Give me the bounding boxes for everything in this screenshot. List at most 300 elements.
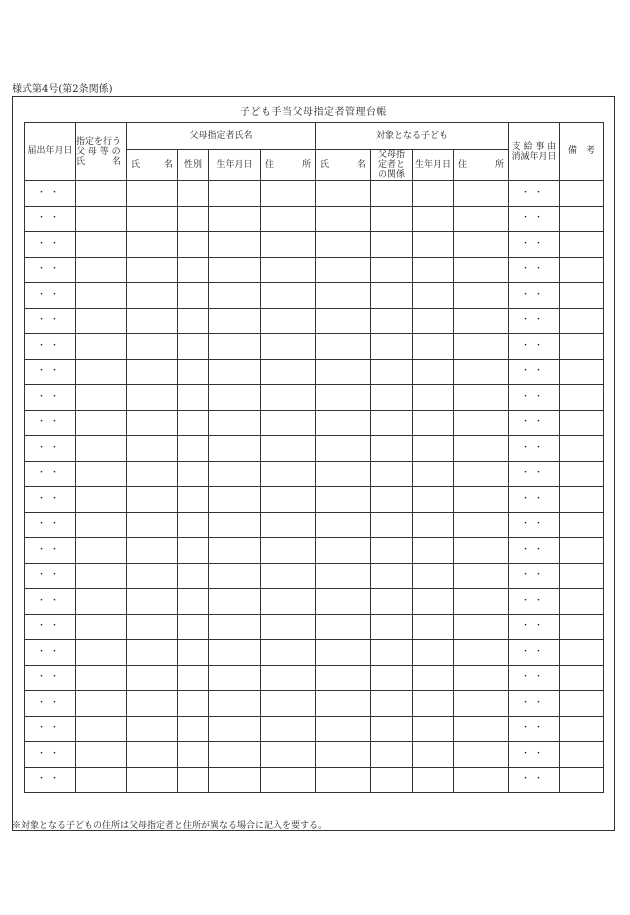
- entry-cell[interactable]: [261, 487, 316, 513]
- entry-cell[interactable]: [209, 436, 261, 462]
- entry-cell[interactable]: [76, 461, 127, 487]
- entry-cell[interactable]: [371, 614, 413, 640]
- entry-cell[interactable]: [178, 308, 209, 334]
- entry-cell[interactable]: [127, 716, 178, 742]
- notification-date-cell[interactable]: [25, 461, 76, 487]
- entry-cell[interactable]: [76, 181, 127, 207]
- entry-cell[interactable]: [261, 614, 316, 640]
- entry-cell[interactable]: [209, 206, 261, 232]
- entry-cell[interactable]: [371, 308, 413, 334]
- notification-date-cell[interactable]: [25, 665, 76, 691]
- entry-cell[interactable]: [178, 461, 209, 487]
- entry-cell[interactable]: [178, 512, 209, 538]
- entry-cell[interactable]: [261, 232, 316, 258]
- entry-cell[interactable]: [127, 512, 178, 538]
- entry-cell[interactable]: [316, 308, 371, 334]
- entry-cell[interactable]: [560, 538, 604, 564]
- entry-cell[interactable]: [209, 767, 261, 793]
- entry-cell[interactable]: [76, 691, 127, 717]
- entry-cell[interactable]: [371, 589, 413, 615]
- entry-cell[interactable]: [413, 232, 454, 258]
- entry-cell[interactable]: [76, 742, 127, 768]
- termination-date-cell[interactable]: [509, 563, 560, 589]
- entry-cell[interactable]: [560, 640, 604, 666]
- entry-cell[interactable]: [76, 767, 127, 793]
- entry-cell[interactable]: [371, 232, 413, 258]
- entry-cell[interactable]: [316, 410, 371, 436]
- entry-cell[interactable]: [127, 385, 178, 411]
- entry-cell[interactable]: [127, 257, 178, 283]
- entry-cell[interactable]: [371, 716, 413, 742]
- date-placeholder: ・・: [520, 570, 547, 581]
- entry-cell[interactable]: [371, 665, 413, 691]
- entry-cell[interactable]: [316, 742, 371, 768]
- entry-cell[interactable]: [178, 257, 209, 283]
- termination-date-cell[interactable]: [509, 512, 560, 538]
- entry-cell[interactable]: [454, 334, 509, 360]
- entry-cell[interactable]: [371, 206, 413, 232]
- entry-cell[interactable]: [127, 614, 178, 640]
- termination-date-cell[interactable]: [509, 359, 560, 385]
- entry-cell[interactable]: [560, 767, 604, 793]
- entry-cell[interactable]: [209, 563, 261, 589]
- entry-cell[interactable]: [261, 436, 316, 462]
- entry-cell[interactable]: [413, 436, 454, 462]
- entry-cell[interactable]: [560, 691, 604, 717]
- entry-cell[interactable]: [371, 461, 413, 487]
- entry-cell[interactable]: [127, 589, 178, 615]
- entry-cell[interactable]: [209, 614, 261, 640]
- entry-cell[interactable]: [261, 640, 316, 666]
- entry-cell[interactable]: [371, 181, 413, 207]
- termination-date-cell[interactable]: [509, 308, 560, 334]
- entry-cell[interactable]: [209, 283, 261, 309]
- entry-cell[interactable]: [76, 410, 127, 436]
- entry-cell[interactable]: [261, 206, 316, 232]
- entry-cell[interactable]: [209, 385, 261, 411]
- entry-cell[interactable]: [76, 512, 127, 538]
- entry-cell[interactable]: [454, 742, 509, 768]
- notification-date-cell[interactable]: [25, 589, 76, 615]
- entry-cell[interactable]: [127, 691, 178, 717]
- entry-cell[interactable]: [560, 665, 604, 691]
- entry-cell[interactable]: [127, 563, 178, 589]
- notification-date-cell[interactable]: [25, 767, 76, 793]
- entry-cell[interactable]: [316, 257, 371, 283]
- entry-cell[interactable]: [316, 716, 371, 742]
- notification-date-cell[interactable]: [25, 563, 76, 589]
- entry-cell[interactable]: [413, 487, 454, 513]
- entry-cell[interactable]: [454, 385, 509, 411]
- entry-cell[interactable]: [454, 232, 509, 258]
- entry-cell[interactable]: [261, 665, 316, 691]
- entry-cell[interactable]: [209, 640, 261, 666]
- notification-date-cell[interactable]: [25, 436, 76, 462]
- notification-date-cell[interactable]: [25, 206, 76, 232]
- termination-date-cell[interactable]: [509, 640, 560, 666]
- termination-date-cell[interactable]: [509, 691, 560, 717]
- entry-cell[interactable]: [454, 461, 509, 487]
- entry-cell[interactable]: [413, 538, 454, 564]
- notification-date-cell[interactable]: [25, 691, 76, 717]
- entry-cell[interactable]: [454, 640, 509, 666]
- entry-cell[interactable]: [560, 589, 604, 615]
- entry-cell[interactable]: [261, 767, 316, 793]
- entry-cell[interactable]: [127, 665, 178, 691]
- entry-cell[interactable]: [178, 589, 209, 615]
- entry-cell[interactable]: [316, 665, 371, 691]
- entry-cell[interactable]: [127, 538, 178, 564]
- entry-cell[interactable]: [76, 538, 127, 564]
- entry-cell[interactable]: [454, 512, 509, 538]
- entry-cell[interactable]: [127, 232, 178, 258]
- notification-date-cell[interactable]: [25, 640, 76, 666]
- header-guardian-birth: 生年月日: [209, 150, 261, 181]
- entry-cell[interactable]: [76, 563, 127, 589]
- entry-cell[interactable]: [209, 181, 261, 207]
- entry-cell[interactable]: [454, 487, 509, 513]
- entry-cell[interactable]: [178, 640, 209, 666]
- entry-cell[interactable]: [178, 742, 209, 768]
- entry-cell[interactable]: [178, 665, 209, 691]
- date-placeholder: ・・: [520, 468, 547, 479]
- entry-cell[interactable]: [76, 487, 127, 513]
- notification-date-cell[interactable]: [25, 742, 76, 768]
- entry-cell[interactable]: [454, 436, 509, 462]
- entry-cell[interactable]: [127, 640, 178, 666]
- entry-cell[interactable]: [76, 334, 127, 360]
- entry-cell[interactable]: [127, 334, 178, 360]
- entry-cell[interactable]: [127, 487, 178, 513]
- entry-cell[interactable]: [178, 232, 209, 258]
- entry-cell[interactable]: [178, 767, 209, 793]
- entry-cell[interactable]: [371, 640, 413, 666]
- entry-cell[interactable]: [316, 283, 371, 309]
- entry-cell[interactable]: [413, 767, 454, 793]
- entry-cell[interactable]: [371, 487, 413, 513]
- entry-cell[interactable]: [371, 512, 413, 538]
- entry-cell[interactable]: [316, 614, 371, 640]
- entry-cell[interactable]: [316, 436, 371, 462]
- termination-date-cell[interactable]: [509, 181, 560, 207]
- termination-date-cell[interactable]: [509, 665, 560, 691]
- notification-date-cell[interactable]: [25, 487, 76, 513]
- entry-cell[interactable]: [371, 359, 413, 385]
- entry-cell[interactable]: [261, 181, 316, 207]
- entry-cell[interactable]: [178, 538, 209, 564]
- entry-cell[interactable]: [371, 691, 413, 717]
- entry-cell[interactable]: [209, 334, 261, 360]
- termination-date-cell[interactable]: [509, 385, 560, 411]
- entry-cell[interactable]: [209, 461, 261, 487]
- notification-date-cell[interactable]: [25, 181, 76, 207]
- header-guardian-name-1: 氏: [131, 159, 141, 170]
- entry-cell[interactable]: [178, 563, 209, 589]
- entry-cell[interactable]: [178, 614, 209, 640]
- entry-cell[interactable]: [127, 181, 178, 207]
- entry-cell[interactable]: [413, 359, 454, 385]
- entry-cell[interactable]: [261, 742, 316, 768]
- entry-cell[interactable]: [178, 716, 209, 742]
- entry-cell[interactable]: [454, 691, 509, 717]
- entry-cell[interactable]: [560, 461, 604, 487]
- termination-date-cell[interactable]: [509, 334, 560, 360]
- entry-cell[interactable]: [454, 410, 509, 436]
- entry-cell[interactable]: [560, 742, 604, 768]
- entry-cell[interactable]: [209, 512, 261, 538]
- entry-cell[interactable]: [76, 232, 127, 258]
- header-termination-line1: 支 給 事 由: [511, 141, 557, 152]
- entry-cell[interactable]: [316, 691, 371, 717]
- entry-cell[interactable]: [261, 283, 316, 309]
- entry-cell[interactable]: [413, 410, 454, 436]
- entry-cell[interactable]: [413, 308, 454, 334]
- entry-cell[interactable]: [413, 181, 454, 207]
- notification-date-cell[interactable]: [25, 359, 76, 385]
- entry-cell[interactable]: [127, 461, 178, 487]
- entry-cell[interactable]: [76, 385, 127, 411]
- entry-cell[interactable]: [371, 410, 413, 436]
- notification-date-cell[interactable]: [25, 410, 76, 436]
- entry-cell[interactable]: [261, 385, 316, 411]
- entry-cell[interactable]: [454, 767, 509, 793]
- termination-date-cell[interactable]: [509, 206, 560, 232]
- entry-cell[interactable]: [209, 742, 261, 768]
- entry-cell[interactable]: [127, 767, 178, 793]
- entry-cell[interactable]: [209, 487, 261, 513]
- entry-cell[interactable]: [316, 232, 371, 258]
- notification-date-cell[interactable]: [25, 232, 76, 258]
- entry-cell[interactable]: [316, 512, 371, 538]
- entry-cell[interactable]: [413, 512, 454, 538]
- entry-cell[interactable]: [261, 410, 316, 436]
- entry-cell[interactable]: [454, 538, 509, 564]
- termination-date-cell[interactable]: [509, 283, 560, 309]
- entry-cell[interactable]: [316, 538, 371, 564]
- termination-date-cell[interactable]: [509, 257, 560, 283]
- entry-cell[interactable]: [178, 181, 209, 207]
- entry-cell[interactable]: [127, 283, 178, 309]
- entry-cell[interactable]: [316, 181, 371, 207]
- entry-cell[interactable]: [454, 563, 509, 589]
- entry-cell[interactable]: [76, 589, 127, 615]
- entry-cell[interactable]: [76, 283, 127, 309]
- entry-cell[interactable]: [413, 563, 454, 589]
- entry-cell[interactable]: [76, 206, 127, 232]
- entry-cell[interactable]: [371, 257, 413, 283]
- ledger-table: [24, 122, 604, 793]
- entry-cell[interactable]: [209, 665, 261, 691]
- entry-cell[interactable]: [413, 716, 454, 742]
- entry-cell[interactable]: [261, 538, 316, 564]
- notification-date-cell[interactable]: [25, 283, 76, 309]
- entry-cell[interactable]: [178, 436, 209, 462]
- entry-cell[interactable]: [560, 385, 604, 411]
- entry-cell[interactable]: [261, 359, 316, 385]
- date-placeholder: ・・: [36, 340, 63, 351]
- entry-cell[interactable]: [454, 206, 509, 232]
- entry-cell[interactable]: [560, 614, 604, 640]
- entry-cell[interactable]: [454, 589, 509, 615]
- entry-cell[interactable]: [316, 640, 371, 666]
- notification-date-cell[interactable]: [25, 385, 76, 411]
- entry-cell[interactable]: [76, 308, 127, 334]
- entry-cell[interactable]: [261, 308, 316, 334]
- entry-cell[interactable]: [371, 385, 413, 411]
- entry-cell[interactable]: [209, 232, 261, 258]
- entry-cell[interactable]: [560, 257, 604, 283]
- entry-cell[interactable]: [371, 283, 413, 309]
- notification-date-cell[interactable]: [25, 538, 76, 564]
- entry-cell[interactable]: [454, 614, 509, 640]
- entry-cell[interactable]: [127, 436, 178, 462]
- entry-cell[interactable]: [209, 716, 261, 742]
- entry-cell[interactable]: [209, 257, 261, 283]
- entry-cell[interactable]: [371, 767, 413, 793]
- entry-cell[interactable]: [178, 410, 209, 436]
- entry-cell[interactable]: [413, 691, 454, 717]
- entry-cell[interactable]: [316, 385, 371, 411]
- entry-cell[interactable]: [560, 487, 604, 513]
- entry-cell[interactable]: [178, 691, 209, 717]
- notification-date-cell[interactable]: [25, 334, 76, 360]
- entry-cell[interactable]: [209, 538, 261, 564]
- entry-cell[interactable]: [371, 436, 413, 462]
- entry-cell[interactable]: [560, 206, 604, 232]
- entry-cell[interactable]: [560, 232, 604, 258]
- entry-cell[interactable]: [454, 716, 509, 742]
- entry-cell[interactable]: [454, 665, 509, 691]
- termination-date-cell[interactable]: [509, 436, 560, 462]
- notification-date-cell[interactable]: [25, 716, 76, 742]
- entry-cell[interactable]: [127, 742, 178, 768]
- entry-cell[interactable]: [76, 614, 127, 640]
- entry-cell[interactable]: [371, 538, 413, 564]
- termination-date-cell[interactable]: [509, 767, 560, 793]
- entry-cell[interactable]: [316, 487, 371, 513]
- entry-cell[interactable]: [261, 691, 316, 717]
- date-placeholder: ・・: [520, 723, 547, 734]
- termination-date-cell[interactable]: [509, 538, 560, 564]
- entry-cell[interactable]: [560, 308, 604, 334]
- entry-cell[interactable]: [261, 461, 316, 487]
- entry-cell[interactable]: [127, 410, 178, 436]
- entry-cell[interactable]: [560, 512, 604, 538]
- entry-cell[interactable]: [316, 334, 371, 360]
- entry-cell[interactable]: [413, 385, 454, 411]
- table-row: [25, 512, 604, 538]
- header-child-address-2: 所: [494, 159, 504, 170]
- entry-cell[interactable]: [560, 563, 604, 589]
- entry-cell[interactable]: [560, 283, 604, 309]
- entry-cell[interactable]: [316, 461, 371, 487]
- entry-cell[interactable]: [261, 563, 316, 589]
- entry-cell[interactable]: [413, 614, 454, 640]
- entry-cell[interactable]: [413, 283, 454, 309]
- entry-cell[interactable]: [413, 640, 454, 666]
- notification-date-cell[interactable]: [25, 512, 76, 538]
- entry-cell[interactable]: [413, 461, 454, 487]
- entry-cell[interactable]: [316, 767, 371, 793]
- entry-cell[interactable]: [261, 716, 316, 742]
- entry-cell[interactable]: [371, 334, 413, 360]
- entry-cell[interactable]: [560, 410, 604, 436]
- entry-cell[interactable]: [209, 589, 261, 615]
- entry-cell[interactable]: [76, 640, 127, 666]
- entry-cell[interactable]: [454, 257, 509, 283]
- entry-cell[interactable]: [316, 206, 371, 232]
- entry-cell[interactable]: [261, 257, 316, 283]
- entry-cell[interactable]: [76, 436, 127, 462]
- entry-cell[interactable]: [316, 589, 371, 615]
- entry-cell[interactable]: [178, 206, 209, 232]
- termination-date-cell[interactable]: [509, 410, 560, 436]
- entry-cell[interactable]: [209, 359, 261, 385]
- entry-cell[interactable]: [261, 589, 316, 615]
- termination-date-cell[interactable]: [509, 589, 560, 615]
- entry-cell[interactable]: [127, 359, 178, 385]
- entry-cell[interactable]: [560, 436, 604, 462]
- entry-cell[interactable]: [413, 742, 454, 768]
- entry-cell[interactable]: [178, 283, 209, 309]
- termination-date-cell[interactable]: [509, 614, 560, 640]
- entry-cell[interactable]: [261, 512, 316, 538]
- entry-cell[interactable]: [76, 359, 127, 385]
- entry-cell[interactable]: [178, 334, 209, 360]
- entry-cell[interactable]: [560, 716, 604, 742]
- entry-cell[interactable]: [76, 665, 127, 691]
- header-child-birth: 生年月日: [413, 150, 454, 181]
- entry-cell[interactable]: [209, 691, 261, 717]
- entry-cell[interactable]: [560, 359, 604, 385]
- termination-date-cell[interactable]: [509, 716, 560, 742]
- entry-cell[interactable]: [261, 334, 316, 360]
- entry-cell[interactable]: [178, 359, 209, 385]
- entry-cell[interactable]: [413, 589, 454, 615]
- entry-cell[interactable]: [178, 487, 209, 513]
- entry-cell[interactable]: [76, 716, 127, 742]
- entry-cell[interactable]: [209, 410, 261, 436]
- table-row: [25, 461, 604, 487]
- entry-cell[interactable]: [560, 334, 604, 360]
- entry-cell[interactable]: [413, 665, 454, 691]
- entry-cell[interactable]: [454, 359, 509, 385]
- entry-cell[interactable]: [413, 257, 454, 283]
- entry-cell[interactable]: [316, 563, 371, 589]
- entry-cell[interactable]: [209, 308, 261, 334]
- termination-date-cell[interactable]: [509, 461, 560, 487]
- entry-cell[interactable]: [127, 206, 178, 232]
- entry-cell[interactable]: [413, 334, 454, 360]
- notification-date-cell[interactable]: [25, 308, 76, 334]
- entry-cell[interactable]: [371, 563, 413, 589]
- notification-date-cell[interactable]: [25, 614, 76, 640]
- termination-date-cell[interactable]: [509, 232, 560, 258]
- termination-date-cell[interactable]: [509, 742, 560, 768]
- entry-cell[interactable]: [316, 359, 371, 385]
- entry-cell[interactable]: [454, 181, 509, 207]
- entry-cell[interactable]: [127, 308, 178, 334]
- entry-cell[interactable]: [454, 283, 509, 309]
- entry-cell[interactable]: [76, 257, 127, 283]
- entry-cell[interactable]: [454, 308, 509, 334]
- entry-cell[interactable]: [371, 742, 413, 768]
- entry-cell[interactable]: [560, 181, 604, 207]
- termination-date-cell[interactable]: [509, 487, 560, 513]
- entry-cell[interactable]: [178, 385, 209, 411]
- entry-cell[interactable]: [413, 206, 454, 232]
- notification-date-cell[interactable]: [25, 257, 76, 283]
